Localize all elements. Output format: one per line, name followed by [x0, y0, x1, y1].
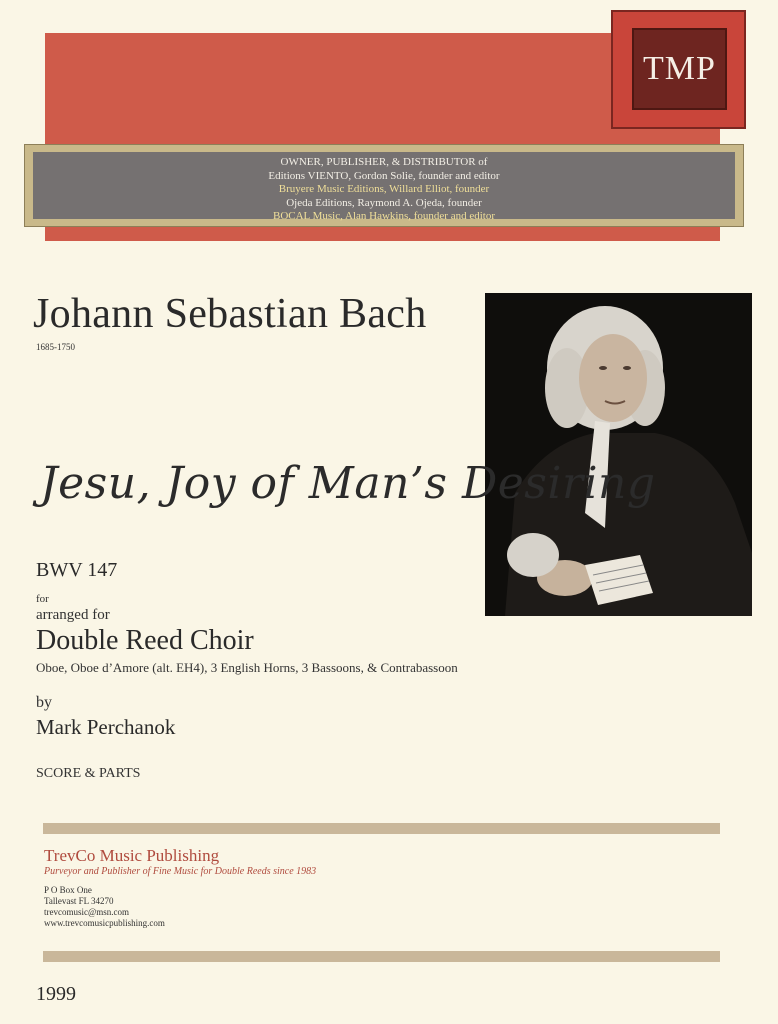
footer-tagline: Purveyor and Publisher of Fine Music for Double Reeds since 1983 — [44, 866, 317, 877]
footer-email: trevcomusic@msn.com — [44, 907, 130, 917]
for-label: for — [36, 593, 49, 605]
publication-year: 1999 — [36, 983, 76, 1005]
portrait-image — [485, 293, 752, 616]
divider-bottom — [43, 951, 720, 962]
publisher-box-inner — [33, 152, 735, 222]
publisher-line-ojeda: Ojeda Editions, Raymond A. Ojeda, founder — [286, 196, 482, 209]
arranged-label: arranged for — [36, 607, 110, 623]
publisher-box — [24, 144, 744, 227]
composer-portrait — [485, 293, 752, 616]
catalog-number: BWV 147 — [36, 559, 118, 581]
edition-type: SCORE & PARTS — [36, 766, 141, 781]
arranger-name: Mark Perchanok — [36, 715, 176, 739]
composer-dates: 1685-1750 — [36, 342, 75, 352]
publisher-line-bocal: BOCAL Music, Alan Hawkins, founder and editor — [272, 210, 495, 222]
footer-website: www.trevcomusicpublishing.com — [44, 918, 165, 928]
ensemble-name: Double Reed Choir — [36, 625, 254, 656]
footer-address-line: Tallevast FL 34270 — [44, 896, 114, 906]
by-label: by — [36, 694, 52, 711]
tmp-logo — [611, 10, 746, 129]
publisher-line-bruyere: Bruyere Music Editions, Willard Elliot, founder — [278, 183, 490, 195]
composer-name: Johann Sebastian Bach — [33, 291, 427, 337]
tmp-logo-text: TMP — [632, 28, 727, 110]
instrumentation: Oboe, Oboe d’Amore (alt. EH4), 3 English Horns, 3 Bassoons, & Contrabassoon — [36, 660, 458, 675]
publisher-line-owner: OWNER, PUBLISHER, & DISTRIBUTOR of — [280, 156, 488, 168]
divider-top — [43, 823, 720, 834]
footer-publisher: TrevCo Music Publishing — [44, 846, 220, 865]
work-title: Jesu, Joy of Man’s Desiring — [40, 458, 656, 509]
footer-address-line: P O Box One — [44, 885, 92, 895]
publisher-line-viento: Editions VIENTO, Gordon Solie, founder and editor — [268, 169, 500, 182]
